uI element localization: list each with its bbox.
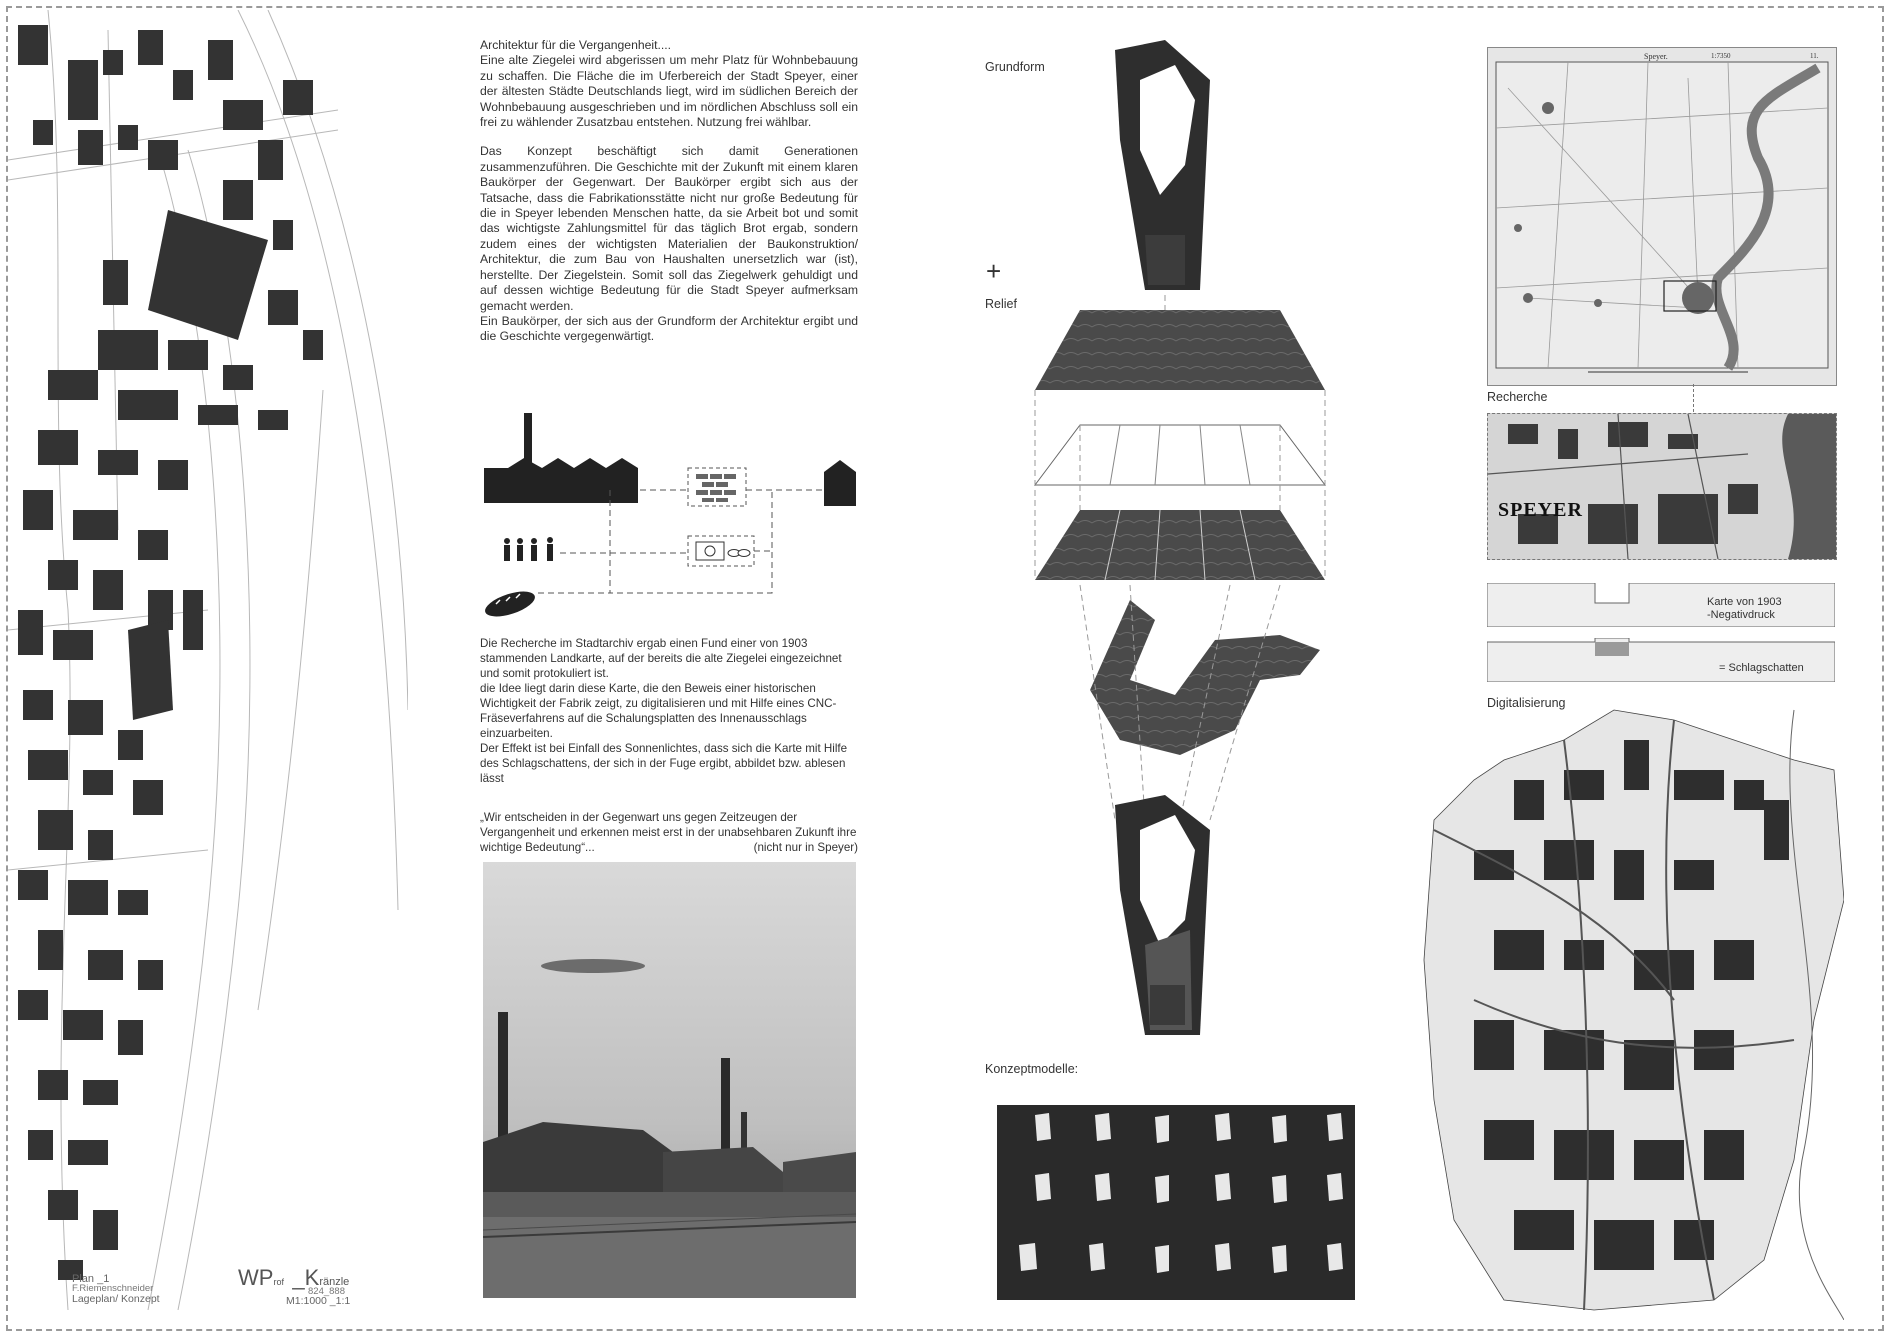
plan-code: 824_888: [308, 1286, 345, 1297]
grundform-prism: [1115, 40, 1210, 290]
quote-block: [480, 810, 858, 855]
research-paragraph-2: die Idee liegt darin diese Karte, die den Beweis einer historischen Wichtigkeit der Fabrik zeigt, zu digitalisieren und mit Hilfe eines CNC-Fräseverfahrens auf die Schalungsplatten des Innenausschlags einzuarbeiten.: [480, 682, 837, 740]
money-icon: [688, 536, 754, 566]
map-inset-connector: [1693, 384, 1695, 412]
konzeptmodelle-label: Konzeptmodelle:: [985, 1062, 1079, 1076]
concept-diagram: [980, 40, 1380, 1040]
factory-icon: [484, 413, 638, 503]
map-inset-word: SPEYER: [1498, 499, 1583, 521]
plan-author: F.Riemenschneider: [72, 1283, 154, 1294]
historic-map-scale: 1:7350: [1711, 52, 1731, 60]
grundform-label: Grundform: [985, 60, 1045, 74]
digitised-city-map: [1414, 700, 1844, 1320]
concept-models-photo: [997, 1105, 1355, 1300]
intro-heading: Architektur für die Vergangenheit....: [480, 38, 672, 52]
intro-paragraph-1: Eine alte Ziegelei wird abgerissen um mehr Platz für Wohnbebauung zu schaffen. Die Fläche die im Uferbereich der Stadt Speyer, einer der ältesten Städte Deutschlands liegt, wird im südlichen Bereich der Wohnbebauung ausgeschrieben und im nördlichen Abschluss soll ein frei zu wählender Zusatzbau entstehen. Nutzung frei wählbar.: [480, 53, 858, 130]
relief-frame: [1035, 425, 1325, 485]
research-text: [480, 636, 858, 786]
section-negativdruck: [1487, 583, 1835, 627]
historic-map: [1487, 47, 1837, 386]
digitalisierung-label: Digitalisierung: [1487, 696, 1566, 710]
people-icon: [504, 537, 553, 561]
site-plan-drawing: [8, 10, 408, 1310]
recherche-label: Recherche: [1487, 390, 1548, 404]
course-k: _K: [292, 1265, 320, 1290]
relief-label: Relief: [985, 297, 1017, 311]
site-plan: [8, 10, 408, 1310]
intro-paragraph-2: Das Konzept beschäftigt sich damit Generationen zusammenzuführen. Die Geschichte mit der Zukunft mit einem klaren Baukörper der Gegenwart. Der Baukörper ergibt sich aus der Tatsache, dass die Fabrikationsstätte nicht nur große Bedeutung für die in Speyer lebenden Menschen hatte, da sie Arbeit bot und somit das wichtigste Zahlungsmittel für das täglich Brot ergab, sondern zudem eines der wichtigsten Materialien der Baukonstruktion/ Architektur, die zum Bau von Haushalten unersetzlich war (ist), herstellte. Der Ziegelstein. Somit soll das Ziegelwerk gehuldigt und auf dessen wichtige Bedeutung für die Stadt Speyer aufmerksam gemacht werden.: [480, 144, 858, 313]
plan-title-block: [72, 1265, 372, 1313]
negativdruck-label: -Negativdruck: [1707, 609, 1775, 621]
quote-suffix: (nicht nur in Speyer): [753, 841, 858, 854]
schlagschatten-label: = Schlagschatten: [1719, 662, 1804, 674]
plan-number: Plan _1: [72, 1273, 110, 1285]
map-inset: [1487, 413, 1837, 560]
course-wp: WP: [238, 1265, 274, 1290]
relief-unfolded: [1090, 600, 1320, 755]
concept-pictogram: [482, 408, 862, 618]
intro-paragraph-3: Ein Baukörper, der sich aus der Grundform der Architektur ergibt und die Geschichte vergegenwärtigt.: [480, 313, 858, 344]
historic-factory-photo: [483, 862, 856, 1298]
brick-icon: [688, 468, 746, 506]
plan-scale: M1:1000 _1:1: [286, 1295, 351, 1307]
research-paragraph-3: Der Effekt ist bei Einfall des Sonnenlichtes, dass sich die Karte mit Hilfe des Schlagschattens, der sich in der Fuge ergibt, abbildet bzw. ablesen lässt: [480, 742, 848, 785]
house-icon: [824, 460, 856, 506]
relief-plate-middle: [1035, 510, 1325, 580]
section-schlagschatten: [1487, 638, 1835, 682]
relief-plate-top: [1035, 310, 1325, 390]
course-rof: rof: [273, 1277, 284, 1287]
zeppelin: [541, 959, 645, 973]
course-name: ränzle: [319, 1276, 350, 1288]
historic-map-number: 11.: [1810, 52, 1819, 60]
historic-map-title: Speyer.: [1644, 52, 1668, 61]
intro-text: [480, 38, 858, 345]
karte-1903-label: Karte von 1903: [1707, 596, 1782, 608]
assembled-prism: [1115, 795, 1210, 1035]
plan-type: Lageplan/ Konzept: [72, 1293, 160, 1305]
research-paragraph-1: Die Recherche im Stadtarchiv ergab einen Fund einer von 1903 stammenden Landkarte, auf der bereits die alte Ziegelei eingezeichnet und somit protokuliert ist.: [480, 637, 842, 680]
quote-text: „Wir entscheiden in der Gegenwart uns gegen Zeitzeugen der Vergangenheit und erkennen meist erst in der unabsehbaren Zukunft ihre wichtige Bedeutung“...: [480, 811, 857, 854]
plus-sign: +: [986, 256, 1002, 286]
bread-icon: [482, 586, 538, 618]
